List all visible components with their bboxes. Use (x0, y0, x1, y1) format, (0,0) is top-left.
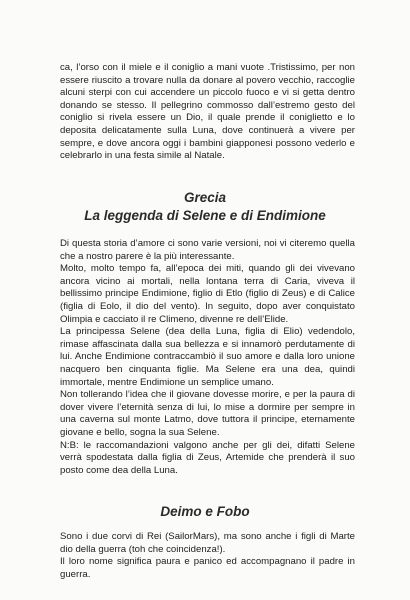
paragraph: Il loro nome significa paura e panico ed accompagnano il padre in guerra. (60, 556, 355, 580)
section-subtitle-selene: La leggenda di Selene e di Endimione (84, 208, 326, 223)
paragraph: Non tollerando l’idea che il giovane dovesse morire, e per la paura di dover vivere l’eternità senza di lui, lo mise a dormire per sempre in una caverna sul monte Latmo, dove tuttora il principe, eternamente giovane e bello, sogna la sua Selene. (60, 389, 355, 438)
paragraph: Sono i due corvi di Rei (SailorMars), ma sono anche i figli di Marte dio della guerra (toh che coincidenza!). (60, 531, 355, 555)
intro-paragraph: ca, l’orso con il miele e il coniglio a mani vuote .Tristissimo, per non essere riuscito a trovare nulla da donare al povero vecchio, raccoglie alcuni sterpi con cui accendere un piccolo fuoco e vi si getta dentro donando se stesso. Il pellegrino commosso dall’estremo gesto del coniglio si rivela essere un Dio, il quale prende il coniglietto e lo deposita delicatamente sulla Luna, dove continuerà a vivere per sempre, e dove ancora oggi i bambini giapponesi possono vederlo e celebrarlo in una festa simile al Natale. (60, 62, 355, 162)
section-title-grecia: Grecia (183, 190, 227, 205)
deimo-section (60, 531, 355, 581)
paragraph: La principessa Selene (dea della Luna, figlia di Elio) vedendolo, rimase affascinata dalla sua bellezza e si innamorò perdutamente di lui. Anche Endimione contraccambiò il suo amore e dalla loro unione nacquero ben cinquanta figlie. Ma Selene era una dea, quindi immortale, mentre Endimione un semplice umano. (60, 326, 355, 388)
paragraph: Molto, molto tempo fa, all’epoca dei miti, quando gli dei vivevano ancora vicino ai mortali, nella lontana terra di Caria, viveva il bellissimo principe Endimione, figlio di Etlo (figlio di Zeus) e di Calice (figlia di Eolo, il dio del vento). In seguito, dopo aver conquistato Olimpia e cacciato il re Climeno, divenne re dell’Elide. (60, 263, 355, 325)
paragraph: Di questa storia d’amore ci sono varie versioni, noi vi citeremo quella che a nostro parere è la più interessante. (60, 238, 355, 262)
intro-section (60, 62, 355, 163)
section-title-deimo-fobo: Deimo e Fobo (160, 504, 250, 519)
selene-section (60, 238, 355, 477)
paragraph: N:B: le raccomandazioni valgono anche per gli dei, difatti Selene verrà spodestata dalla figlia di Zeus, Artemide che prenderà il suo posto come dea della Luna. (60, 439, 355, 476)
